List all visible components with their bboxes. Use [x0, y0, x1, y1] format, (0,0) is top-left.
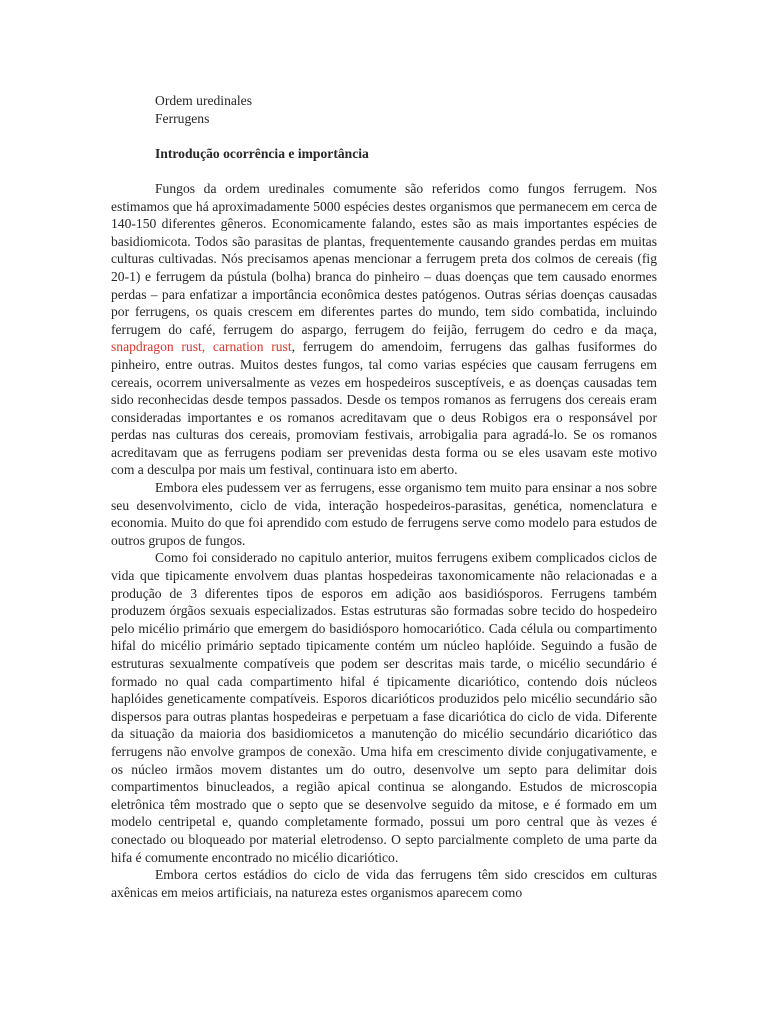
paragraph-1	[111, 180, 657, 479]
paragraph-3: Como foi considerado no capitulo anterior, muitos ferrugens exibem complicados ciclos de vida que tipicamente envolvem duas plantas hospedeiras taxonomicamente não relacionadas e a produção de 3 diferentes tipos de esporos em adição aos basidiósporos. Ferrugens também produzem órgãos sexuais especializados. Estas estruturas são formadas sobre tecido do hospedeiro pelo micélio primário que emergem do basidiósporo homocariótico. Cada célula ou compartimento hifal do micélio primário septado tipicamente contém um núcleo haplóide. Seguindo a fusão de estruturas sexualmente compatíveis que podem ser descritas mais tarde, o micélio secundário é formado no qual cada compartimento hifal é tipicamente dicariótico, contendo dois núcleos haplóides geneticamente compatíveis. Esporos dicarióticos produzidos pelo micélio secundário são dispersos para outras plantas hospedeiras e perpetuam a fase dicariótica do ciclo de vida. Diferente da situação da maioria dos basidiomicetos a manutenção do micélio secundário dicariótico das ferrugens não envolve grampos de conexão. Uma hifa em crescimento divide conjugativamente, e os núcleo irmãos movem distantes um do outro, desenvolve um septo para delimitar dois compartimentos binucleados, a região apical continua se alongando. Estudos de microscopia eletrônica têm mostrado que o septo que se desenvolve seguido da mitose, e é formado em um modelo centripetal e, quando completamente formado, possui um poro central que às vezes é conectado ou bloqueado por material eletrodenso. O septo parcialmente completo de uma parte da hifa é comumente encontrado no micélio dicariótico.	[111, 550, 657, 865]
paragraph-1-text-start: Fungos da ordem uredinales comumente são referidos como fungos ferrugem. Nos estimamos que há aproximadamente 5000 espécies destes organismos que permanecem em cerca de 140-150 diferentes gêneros. Economicamente falando, estes são as mais importantes espécies de basidiomicota. Todos são parasitas de plantas, frequentemente causando grandes perdas em muitas culturas cultivadas. Nós precisamos apenas mencionar a ferrugem preta dos colmos de cereais (fig 20-1) e ferrugem da pústula (bolha) branca do pinheiro – duas doenças que tem causado enormes perdas – para enfatizar a importância econômica destes patógenos. Outras sérias doenças causadas por ferrugens, os quais crescem em diferentes partes do mundo, tem sido combatida, incluindo ferrugem do café, ferrugem do aspargo, ferrugem do feijão, ferrugem do cedro e da maça,	[111, 180, 657, 337]
highlighted-rust-names: snapdragon rust, carnation rust	[111, 339, 292, 355]
paragraph-2: Embora eles pudessem ver as ferrugens, esse organismo tem muito para ensinar a nos sobre seu desenvolvimento, ciclo de vida, interação hospedeiros-parasitas, genética, nomenclatura e economia. Muito do que foi aprendido com estudo de ferrugens serve como modelo para estudos de outros grupos de fungos.	[111, 480, 657, 548]
section-title: Introdução ocorrência e importância	[155, 145, 369, 161]
paragraph-1-text-end: , ferrugem do amendoim, ferrugens das galhas fusiformes do pinheiro, entre outras. Muitos destes fungos, tal como varias espécies que causam ferrugens em cereais, ocorrem universalmente as vezes em hospedeiros susceptíveis, e as doenças causadas tem sido reconhecidas desde tempos passados. Desde os tempos romanos as ferrugens dos cereais eram consideradas importantes e os romanos acreditavam que o deus Robigos era o responsável por perdas nas culturas dos cereais, promoviam festivais, arrobigalia para agradá-lo. Se os romanos acreditavam que as ferrugens podiam ser prevenidas desta forma ou se eles usavam este motivo com a desculpa por mais um festival, continuara isto em aberto.	[111, 339, 657, 478]
order-heading: Ordem uredinales	[155, 93, 253, 108]
paragraph-4: Embora certos estádios do ciclo de vida das ferrugens têm sido crescidos em culturas axênicas em meios artificiais, na natureza estes organismos aparecem como	[111, 867, 657, 900]
subject-heading: Ferrugens	[155, 110, 210, 126]
document-page	[111, 92, 657, 901]
